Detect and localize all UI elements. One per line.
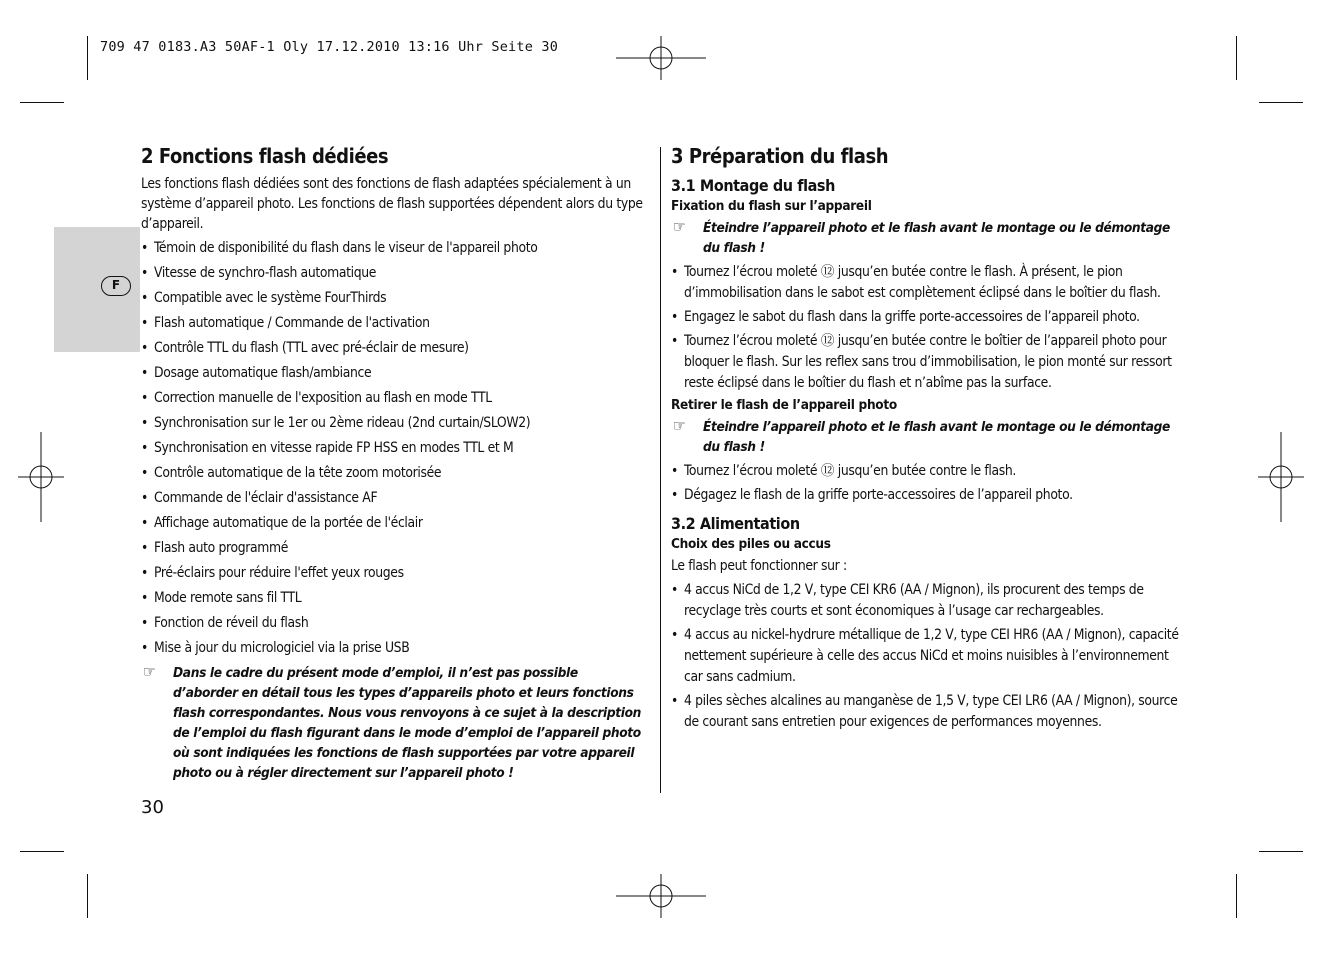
list-item: • Contrôle TTL du flash (TTL avec pré-éclair de mesure) — [141, 338, 646, 358]
language-tab — [54, 227, 140, 352]
dedicated-functions-list — [141, 238, 646, 658]
registration-mark-bottom — [616, 874, 706, 918]
list-item: • Tournez l’écrou moleté ⑫ jusqu’en butée contre le flash. À présent, le pion d’immobilisation dans le sabot est complètement éclipsé dans le boîtier du flash. — [671, 262, 1181, 304]
removal-subheading: Retirer le flash de l’appareil photo — [671, 397, 897, 413]
list-item: • Flash auto programmé — [141, 538, 646, 558]
list-item: • Flash automatique / Commande de l'activation — [141, 313, 646, 333]
list-item: • Correction manuelle de l'exposition au flash en mode TTL — [141, 388, 646, 408]
list-item: • Vitesse de synchro-flash automatique — [141, 263, 646, 283]
list-item: • Synchronisation en vitesse rapide FP HSS en modes TTL et M — [141, 438, 646, 458]
mounting-steps-list — [671, 262, 1181, 394]
page-number: 30 — [141, 797, 164, 818]
list-item: • Fonction de réveil du flash — [141, 613, 646, 633]
note-text: Dans le cadre du présent mode d’emploi, il n’est pas possible d’aborder en détail tous les types d’appareils photo et leurs fonctions flash correspondantes. Nous vous renvoyons à ce sujet à la description de l’emploi du flash figurant dans le mode d’emploi de l’appareil photo où sont indiquées les fonctions de flash supportées par votre appareil photo ou à régler directement sur l’appareil photo ! — [173, 665, 642, 781]
list-item: • Contrôle automatique de la tête zoom motorisée — [141, 463, 646, 483]
list-item: • 4 piles sèches alcalines au manganèse de 1,5 V, type CEI LR6 (AA / Mignon), source de courant sans entretien pour exigences de performances moyennes. — [671, 691, 1181, 733]
list-item: • Tournez l’écrou moleté ⑫ jusqu’en butée contre le boîtier de l’appareil photo pour bloquer le flash. Sur les reflex sans trou d’immobilisation, le pion monté sur ressort reste éclipsé dans le boîtier du flash et n’abîme pas la surface. — [671, 331, 1181, 394]
list-item: • Mise à jour du micrologiciel via la prise USB — [141, 638, 646, 658]
right-column — [671, 144, 1181, 736]
list-item: • 4 accus au nickel-hydrure métallique de 1,2 V, type CEI HR6 (AA / Mignon), capacité nettement supérieure à celle des accus NiCd et moins nuisibles à l’environnement car sans cadmium. — [671, 625, 1181, 688]
list-item: • Pré-éclairs pour réduire l'effet yeux rouges — [141, 563, 646, 583]
list-item: • 4 accus NiCd de 1,2 V, type CEI KR6 (AA / Mignon), ils procurent des temps de recyclage très courts et sont économiques à l’usage car rechargeables. — [671, 580, 1181, 622]
list-item: • Dégagez le flash de la griffe porte-accessoires de l’appareil photo. — [671, 485, 1181, 506]
registration-mark-right — [1258, 432, 1304, 522]
section-3-1-title: 3.1 Montage du flash — [671, 176, 835, 195]
registration-mark-left — [18, 432, 64, 522]
pointing-hand-icon: ☞ — [673, 416, 686, 435]
power-intro: Le flash peut fonctionner sur : — [671, 558, 847, 574]
section-2-intro: Les fonctions flash dédiées sont des fonctions de flash adaptées spécialement à un système d’appareil photo. Les fonctions de flash supportées dépendent alors du type d’appareil. — [141, 176, 643, 232]
list-item: • Commande de l'éclair d'assistance AF — [141, 488, 646, 508]
pointing-hand-icon: ☞ — [673, 217, 686, 236]
registration-mark-top — [616, 36, 706, 80]
section-3-2-title: 3.2 Alimentation — [671, 514, 800, 533]
note-text: Éteindre l’appareil photo et le flash avant le montage ou le démontage du flash ! — [703, 220, 1171, 256]
fixation-subheading: Fixation du flash sur l’appareil — [671, 198, 872, 214]
note-block — [671, 218, 1181, 258]
pointing-hand-icon: ☞ — [143, 662, 156, 681]
list-item: • Tournez l’écrou moleté ⑫ jusqu’en butée contre le flash. — [671, 461, 1181, 482]
language-badge: F — [101, 276, 131, 296]
list-item: • Engagez le sabot du flash dans la griffe porte-accessoires de l’appareil photo. — [671, 307, 1181, 328]
print-slug: 709 47 0183.A3 50AF-1 Oly 17.12.2010 13:16 Uhr Seite 30 — [100, 39, 559, 55]
list-item: • Synchronisation sur le 1er ou 2ème rideau (2nd curtain/SLOW2) — [141, 413, 646, 433]
note-block — [671, 417, 1181, 457]
section-3-heading: 3 Préparation du flash — [671, 144, 889, 168]
list-item: • Affichage automatique de la portée de l'éclair — [141, 513, 646, 533]
list-item: • Mode remote sans fil TTL — [141, 588, 646, 608]
note-text: Éteindre l’appareil photo et le flash avant le montage ou le démontage du flash ! — [703, 419, 1171, 455]
battery-types-list — [671, 580, 1181, 733]
column-divider — [660, 147, 661, 793]
list-item: • Dosage automatique flash/ambiance — [141, 363, 646, 383]
list-item: • Témoin de disponibilité du flash dans le viseur de l'appareil photo — [141, 238, 646, 258]
left-column — [141, 144, 646, 787]
section-2-heading: 2 Fonctions flash dédiées — [141, 144, 389, 168]
removal-steps-list — [671, 461, 1181, 506]
batteries-subheading: Choix des piles ou accus — [671, 536, 831, 552]
note-block — [141, 663, 646, 783]
list-item: • Compatible avec le système FourThirds — [141, 288, 646, 308]
